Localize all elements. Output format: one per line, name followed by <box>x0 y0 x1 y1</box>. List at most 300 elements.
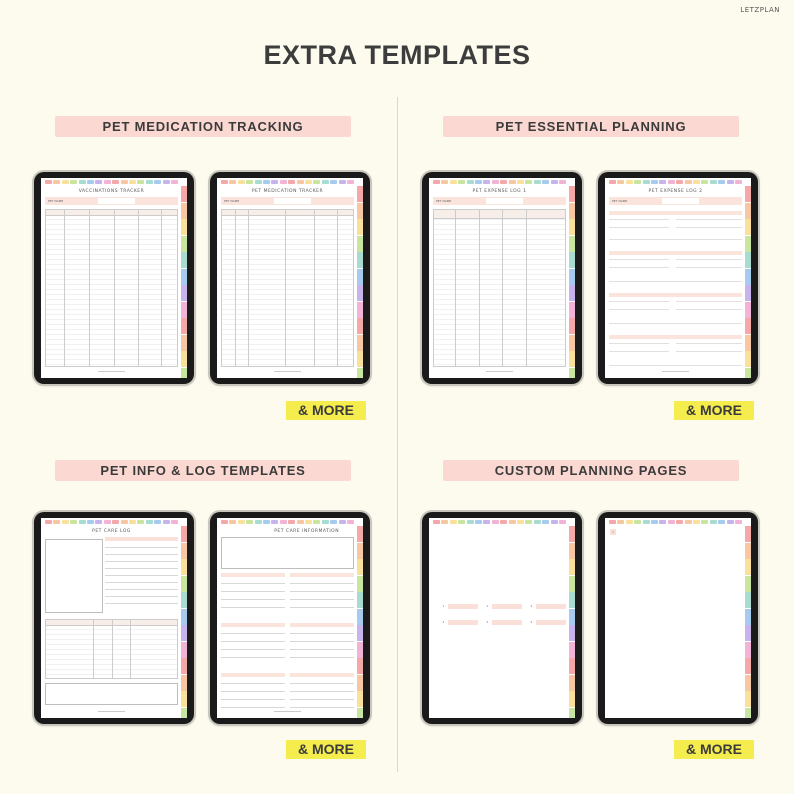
link-cell[interactable] <box>492 620 522 625</box>
month-tab[interactable] <box>433 520 440 524</box>
side-tab[interactable] <box>745 576 751 592</box>
month-tab[interactable] <box>551 520 558 524</box>
month-tab[interactable] <box>121 520 128 524</box>
side-tab[interactable] <box>357 609 363 625</box>
screen <box>217 178 363 378</box>
side-tabs <box>569 186 575 374</box>
side-tab[interactable] <box>357 691 363 707</box>
expense-table[interactable] <box>433 209 566 367</box>
section-medication <box>0 110 397 450</box>
side-tab[interactable] <box>745 658 751 674</box>
side-tab[interactable] <box>569 691 575 707</box>
tablet-pet-care-log[interactable] <box>34 512 194 724</box>
month-tab[interactable] <box>659 520 666 524</box>
info-box[interactable] <box>221 537 354 569</box>
month-tab[interactable] <box>229 180 236 184</box>
month-tab[interactable] <box>668 180 675 184</box>
month-tab[interactable] <box>651 180 658 184</box>
month-tab[interactable] <box>718 180 725 184</box>
template-title: PET CARE INFORMATION <box>274 529 340 534</box>
side-tab[interactable] <box>569 335 575 351</box>
month-tab[interactable] <box>492 520 499 524</box>
side-tab[interactable] <box>357 675 363 691</box>
side-tab[interactable] <box>357 252 363 268</box>
month-tab[interactable] <box>246 180 253 184</box>
month-tab[interactable] <box>70 520 77 524</box>
side-tab[interactable] <box>181 609 187 625</box>
link-cell[interactable] <box>536 620 566 625</box>
care-log-table[interactable] <box>45 619 178 679</box>
month-tab[interactable] <box>221 180 228 184</box>
top-tabs <box>429 520 569 524</box>
month-tab[interactable] <box>710 180 717 184</box>
month-tab[interactable] <box>492 180 499 184</box>
month-tab[interactable] <box>475 520 482 524</box>
month-tab[interactable] <box>330 520 337 524</box>
section-info-log <box>0 454 397 794</box>
side-tabs <box>181 186 187 374</box>
month-tab[interactable] <box>305 180 312 184</box>
side-tab[interactable] <box>745 691 751 707</box>
screen <box>41 178 187 378</box>
side-tab[interactable] <box>181 691 187 707</box>
month-tab[interactable] <box>288 520 295 524</box>
month-tab[interactable] <box>297 180 304 184</box>
side-tabs <box>357 526 363 714</box>
pet-name-field[interactable] <box>609 197 742 205</box>
photo-box[interactable] <box>45 539 103 613</box>
month-tab[interactable] <box>255 180 262 184</box>
side-tab[interactable] <box>569 658 575 674</box>
month-tab[interactable] <box>609 180 616 184</box>
month-tab[interactable] <box>534 180 541 184</box>
side-tab[interactable] <box>357 658 363 674</box>
month-tab[interactable] <box>53 520 60 524</box>
side-tab[interactable] <box>745 368 751 379</box>
month-tab[interactable] <box>735 520 742 524</box>
month-tab[interactable] <box>634 180 641 184</box>
month-tab[interactable] <box>330 180 337 184</box>
month-tab[interactable] <box>112 520 119 524</box>
top-tabs <box>41 180 181 184</box>
side-tab[interactable] <box>181 318 187 334</box>
month-tab[interactable] <box>79 180 86 184</box>
month-tab[interactable] <box>651 520 658 524</box>
side-tab[interactable] <box>745 219 751 235</box>
side-tabs <box>181 526 187 714</box>
side-tab[interactable] <box>357 236 363 252</box>
month-tab[interactable] <box>154 520 161 524</box>
tablet-vaccinations[interactable] <box>34 172 194 384</box>
side-tab[interactable] <box>569 236 575 252</box>
side-tab[interactable] <box>181 285 187 301</box>
month-tab[interactable] <box>322 180 329 184</box>
pet-name-field[interactable] <box>45 197 178 205</box>
screen <box>217 518 363 718</box>
screen <box>429 178 575 378</box>
month-tab[interactable] <box>500 520 507 524</box>
side-tab[interactable] <box>181 675 187 691</box>
month-tab[interactable] <box>500 180 507 184</box>
month-tab[interactable] <box>441 180 448 184</box>
month-tab[interactable] <box>718 520 725 524</box>
month-tab[interactable] <box>525 520 532 524</box>
side-tab[interactable] <box>745 625 751 641</box>
side-tab[interactable] <box>569 269 575 285</box>
month-tab[interactable] <box>685 180 692 184</box>
month-tab[interactable] <box>534 520 541 524</box>
side-tab[interactable] <box>181 302 187 318</box>
side-tab[interactable] <box>745 675 751 691</box>
side-tab[interactable] <box>569 675 575 691</box>
side-tab[interactable] <box>357 186 363 202</box>
month-tab[interactable] <box>171 520 178 524</box>
side-tab[interactable] <box>181 335 187 351</box>
side-tab[interactable] <box>569 186 575 202</box>
month-tab[interactable] <box>634 520 641 524</box>
top-tabs <box>217 180 357 184</box>
link-number: 1 <box>442 604 445 608</box>
month-tab[interactable] <box>129 520 136 524</box>
month-tab[interactable] <box>121 180 128 184</box>
side-tab[interactable] <box>745 186 751 202</box>
month-tab[interactable] <box>87 180 94 184</box>
month-tab[interactable] <box>735 180 742 184</box>
month-tab[interactable] <box>517 520 524 524</box>
month-tab[interactable] <box>45 520 52 524</box>
side-tab[interactable] <box>569 351 575 367</box>
month-tab[interactable] <box>475 180 482 184</box>
side-tab[interactable] <box>357 269 363 285</box>
side-tab[interactable] <box>745 252 751 268</box>
side-tab[interactable] <box>745 592 751 608</box>
side-tab[interactable] <box>357 708 363 719</box>
month-tab[interactable] <box>542 520 549 524</box>
side-tab[interactable] <box>745 642 751 658</box>
side-tab[interactable] <box>745 708 751 719</box>
side-tab[interactable] <box>357 351 363 367</box>
link-number: 2 <box>486 604 489 608</box>
month-tab[interactable] <box>643 180 650 184</box>
side-tab[interactable] <box>745 236 751 252</box>
tablet-custom-blank[interactable] <box>598 512 758 724</box>
top-tabs <box>429 180 569 184</box>
month-tab[interactable] <box>171 180 178 184</box>
month-tab[interactable] <box>104 520 111 524</box>
side-tab[interactable] <box>181 203 187 219</box>
section-heading: PET ESSENTIAL PLANNING <box>443 116 739 137</box>
month-tab[interactable] <box>229 520 236 524</box>
tablet-expense-log-1[interactable] <box>422 172 582 384</box>
side-tab[interactable] <box>357 559 363 575</box>
side-tab[interactable] <box>357 302 363 318</box>
link-cell[interactable] <box>448 620 478 625</box>
month-tab[interactable] <box>727 180 734 184</box>
month-tab[interactable] <box>347 180 354 184</box>
month-tab[interactable] <box>542 180 549 184</box>
template-title: PET MEDICATION TRACKER <box>251 189 324 194</box>
side-tab[interactable] <box>181 625 187 641</box>
side-tab[interactable] <box>569 219 575 235</box>
month-tab[interactable] <box>163 180 170 184</box>
month-tab[interactable] <box>45 180 52 184</box>
month-tab[interactable] <box>112 180 119 184</box>
side-tab[interactable] <box>569 609 575 625</box>
notes-box[interactable] <box>45 683 178 705</box>
month-tab[interactable] <box>668 520 675 524</box>
month-tab[interactable] <box>458 180 465 184</box>
month-tab[interactable] <box>727 520 734 524</box>
side-tab[interactable] <box>181 543 187 559</box>
care-log-layout <box>45 527 178 713</box>
side-tab[interactable] <box>357 285 363 301</box>
month-tab[interactable] <box>509 180 516 184</box>
side-tab[interactable] <box>569 576 575 592</box>
side-tab[interactable] <box>357 318 363 334</box>
month-tab[interactable] <box>246 520 253 524</box>
screen <box>605 518 751 718</box>
side-tab[interactable] <box>569 526 575 542</box>
month-tab[interactable] <box>280 520 287 524</box>
month-tab[interactable] <box>483 520 490 524</box>
side-tab[interactable] <box>357 219 363 235</box>
side-tab[interactable] <box>181 236 187 252</box>
side-tab[interactable] <box>357 592 363 608</box>
section-heading: CUSTOM PLANNING PAGES <box>443 460 739 481</box>
template-title: PET EXPENSE LOG 1 <box>472 189 527 194</box>
link-number: 4 <box>442 620 445 624</box>
month-tab[interactable] <box>70 180 77 184</box>
side-tab[interactable] <box>181 219 187 235</box>
care-info-layout <box>221 527 354 713</box>
month-tab[interactable] <box>339 520 346 524</box>
side-tab[interactable] <box>569 708 575 719</box>
side-tab[interactable] <box>181 526 187 542</box>
month-tab[interactable] <box>87 520 94 524</box>
month-tab[interactable] <box>701 520 708 524</box>
month-tab[interactable] <box>467 180 474 184</box>
side-tab[interactable] <box>569 625 575 641</box>
side-tab[interactable] <box>357 368 363 379</box>
side-tab[interactable] <box>745 285 751 301</box>
tablet-medication[interactable] <box>210 172 370 384</box>
month-tab[interactable] <box>609 520 616 524</box>
side-tab[interactable] <box>569 203 575 219</box>
side-tab[interactable] <box>357 335 363 351</box>
side-tab[interactable] <box>569 368 575 379</box>
screen <box>429 518 575 718</box>
month-tab[interactable] <box>617 180 624 184</box>
month-tab[interactable] <box>271 520 278 524</box>
month-tab[interactable] <box>685 520 692 524</box>
top-tabs <box>41 520 181 524</box>
custom-links <box>433 527 566 713</box>
month-tab[interactable] <box>339 180 346 184</box>
pet-name-field[interactable] <box>433 197 566 205</box>
side-tab[interactable] <box>745 302 751 318</box>
pet-name-label: PET NAME <box>612 199 628 203</box>
more-badge: & MORE <box>286 740 366 759</box>
side-tab[interactable] <box>357 543 363 559</box>
month-tab[interactable] <box>79 520 86 524</box>
pet-name-label: PET NAME <box>48 199 64 203</box>
month-tab[interactable] <box>433 180 440 184</box>
month-tab[interactable] <box>509 520 516 524</box>
link-cell[interactable] <box>492 604 522 609</box>
side-tabs <box>745 186 751 374</box>
link-cell[interactable] <box>448 604 478 609</box>
month-tab[interactable] <box>467 520 474 524</box>
month-tab[interactable] <box>95 520 102 524</box>
month-tab[interactable] <box>441 520 448 524</box>
side-tab[interactable] <box>181 592 187 608</box>
month-tab[interactable] <box>263 180 270 184</box>
month-tab[interactable] <box>163 520 170 524</box>
month-tab[interactable] <box>313 180 320 184</box>
side-tab[interactable] <box>357 642 363 658</box>
tablet-custom-grid[interactable] <box>422 512 582 724</box>
month-tab[interactable] <box>450 180 457 184</box>
month-tab[interactable] <box>238 180 245 184</box>
month-tab[interactable] <box>297 520 304 524</box>
month-tab[interactable] <box>551 180 558 184</box>
side-tab[interactable] <box>569 252 575 268</box>
side-tab[interactable] <box>745 559 751 575</box>
pet-name-field[interactable] <box>221 197 354 205</box>
side-tab[interactable] <box>569 642 575 658</box>
month-tab[interactable] <box>458 520 465 524</box>
month-tab[interactable] <box>676 180 683 184</box>
side-tab[interactable] <box>569 592 575 608</box>
month-tab[interactable] <box>53 180 60 184</box>
screen <box>41 518 187 718</box>
side-tab[interactable] <box>569 543 575 559</box>
month-tab[interactable] <box>62 180 69 184</box>
month-tab[interactable] <box>255 520 262 524</box>
month-tab[interactable] <box>137 180 144 184</box>
side-tab[interactable] <box>357 625 363 641</box>
month-tab[interactable] <box>322 520 329 524</box>
page-title: EXTRA TEMPLATES <box>263 40 531 70</box>
pet-name-label: PET NAME <box>224 199 240 203</box>
side-tab[interactable] <box>745 335 751 351</box>
month-tab[interactable] <box>643 520 650 524</box>
side-tabs <box>569 526 575 714</box>
top-tabs <box>605 180 745 184</box>
month-tab[interactable] <box>676 520 683 524</box>
side-tab[interactable] <box>357 576 363 592</box>
month-tab[interactable] <box>347 520 354 524</box>
month-tab[interactable] <box>559 520 566 524</box>
tablet-expense-log-2[interactable] <box>598 172 758 384</box>
side-tab[interactable] <box>745 543 751 559</box>
month-tab[interactable] <box>525 180 532 184</box>
month-tab[interactable] <box>693 180 700 184</box>
side-tab[interactable] <box>357 526 363 542</box>
side-tab[interactable] <box>357 203 363 219</box>
month-tab[interactable] <box>95 180 102 184</box>
screen <box>605 178 751 378</box>
section-heading: PET MEDICATION TRACKING <box>55 116 351 137</box>
side-tabs <box>745 526 751 714</box>
month-tab[interactable] <box>313 520 320 524</box>
side-tab[interactable] <box>181 269 187 285</box>
month-tab[interactable] <box>104 180 111 184</box>
month-tab[interactable] <box>62 520 69 524</box>
month-tab[interactable] <box>701 180 708 184</box>
side-tab[interactable] <box>745 203 751 219</box>
expense-sections <box>609 187 742 373</box>
side-tab[interactable] <box>181 351 187 367</box>
side-tab[interactable] <box>181 658 187 674</box>
month-tab[interactable] <box>146 520 153 524</box>
tracker-table[interactable] <box>45 209 178 367</box>
template-title: PET EXPENSE LOG 2 <box>648 189 703 194</box>
side-tab[interactable] <box>181 186 187 202</box>
month-tab[interactable] <box>483 180 490 184</box>
template-title: VACCINATIONS TRACKER <box>78 189 145 194</box>
side-tab[interactable] <box>181 576 187 592</box>
month-tab[interactable] <box>517 180 524 184</box>
side-tab[interactable] <box>745 609 751 625</box>
month-tab[interactable] <box>271 180 278 184</box>
side-tab[interactable] <box>181 559 187 575</box>
more-badge: & MORE <box>674 401 754 420</box>
month-tab[interactable] <box>626 180 633 184</box>
month-tab[interactable] <box>129 180 136 184</box>
link-number: 6 <box>530 620 533 624</box>
month-tab[interactable] <box>221 520 228 524</box>
month-tab[interactable] <box>617 520 624 524</box>
side-tab[interactable] <box>181 368 187 379</box>
side-tab[interactable] <box>569 285 575 301</box>
month-tab[interactable] <box>238 520 245 524</box>
section-heading: PET INFO & LOG TEMPLATES <box>55 460 351 481</box>
side-tab[interactable] <box>569 318 575 334</box>
month-tab[interactable] <box>693 520 700 524</box>
month-tab[interactable] <box>280 180 287 184</box>
side-tab[interactable] <box>181 252 187 268</box>
month-tab[interactable] <box>626 520 633 524</box>
month-tab[interactable] <box>710 520 717 524</box>
month-tab[interactable] <box>659 180 666 184</box>
side-tab[interactable] <box>745 351 751 367</box>
template-title: PET CARE LOG <box>92 529 131 534</box>
month-tab[interactable] <box>154 180 161 184</box>
month-tab[interactable] <box>137 520 144 524</box>
side-tab[interactable] <box>569 559 575 575</box>
month-tab[interactable] <box>288 180 295 184</box>
month-tab[interactable] <box>146 180 153 184</box>
side-tab[interactable] <box>745 526 751 542</box>
top-tabs <box>217 520 357 524</box>
month-tab[interactable] <box>263 520 270 524</box>
tracker-table[interactable] <box>221 209 354 367</box>
tablet-pet-care-info[interactable] <box>210 512 370 724</box>
month-tab[interactable] <box>450 520 457 524</box>
section-custom <box>397 454 794 794</box>
side-tab[interactable] <box>569 302 575 318</box>
link-cell[interactable] <box>536 604 566 609</box>
top-tabs <box>605 520 745 524</box>
more-badge: & MORE <box>674 740 754 759</box>
side-tab[interactable] <box>181 642 187 658</box>
side-tab[interactable] <box>745 269 751 285</box>
side-tab[interactable] <box>745 318 751 334</box>
side-tab[interactable] <box>181 708 187 719</box>
month-tab[interactable] <box>305 520 312 524</box>
month-tab[interactable] <box>559 180 566 184</box>
